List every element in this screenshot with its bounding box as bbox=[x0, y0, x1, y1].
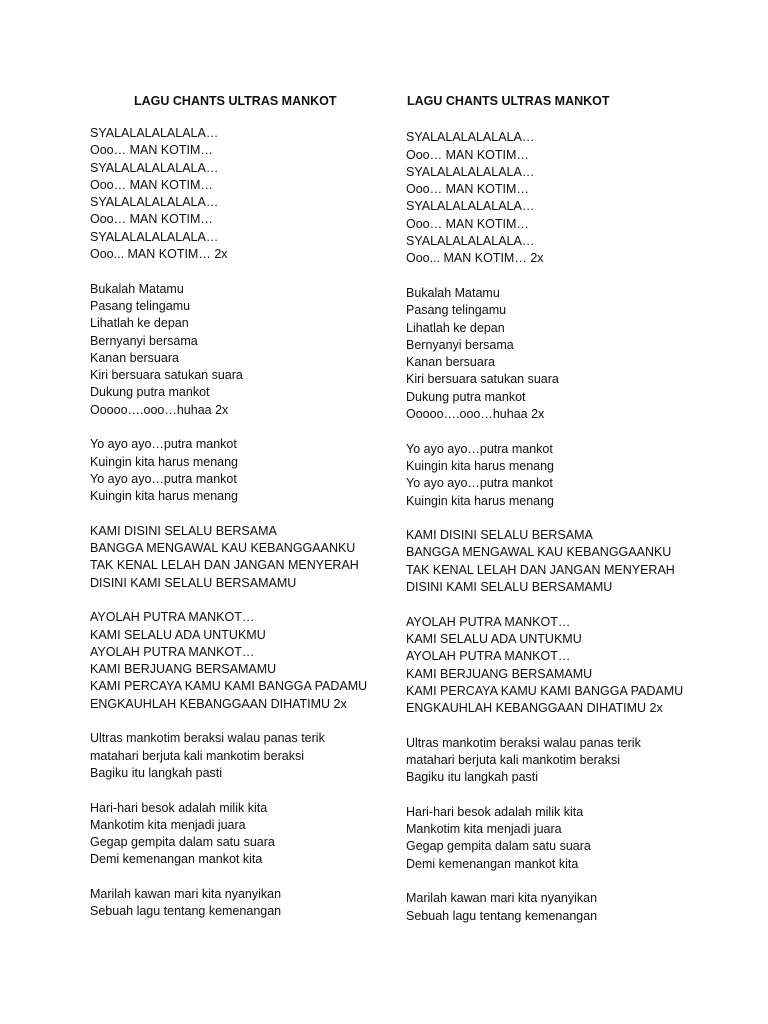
stanza bbox=[406, 441, 716, 510]
lyric-line: Ooo… MAN KOTIM… bbox=[406, 216, 529, 231]
lyric-line: KAMI DISINI SELALU BERSAMA bbox=[406, 528, 593, 543]
lyric-line: Sebuah lagu tentang kemenangan bbox=[90, 904, 282, 919]
lyric-line: TAK KENAL LELAH DAN JANGAN MENYERAH bbox=[90, 558, 359, 573]
lyric-line: Kiri bersuara satukan suara bbox=[406, 372, 559, 387]
lyric-line: matahari berjuta kali mankotim beraksi bbox=[406, 752, 620, 767]
lyric-line: Pasang telingamu bbox=[90, 298, 191, 313]
lyric-line: KAMI BERJUANG BERSAMAMU bbox=[406, 666, 593, 681]
stanza bbox=[406, 129, 716, 267]
lyric-line: Ooo… MAN KOTIM… bbox=[90, 143, 213, 158]
lyric-line: KAMI DISINI SELALU BERSAMA bbox=[90, 523, 277, 538]
lyric-line: KAMI SELALU ADA UNTUKMU bbox=[406, 631, 582, 646]
lyric-line: Bagiku itu langkah pasti bbox=[90, 765, 223, 780]
lyric-line: Kuingin kita harus menang bbox=[90, 489, 239, 504]
lyric-line: KAMI SELALU ADA UNTUKMU bbox=[90, 627, 266, 642]
lyric-line: Marilah kawan mari kita nyanyikan bbox=[90, 887, 282, 902]
lyric-line: Yo ayo ayo…putra mankot bbox=[90, 437, 237, 452]
lyric-line: Ooo... MAN KOTIM… 2x bbox=[90, 247, 228, 262]
lyric-line: AYOLAH PUTRA MANKOT… bbox=[90, 644, 255, 659]
stanza-list bbox=[406, 129, 716, 925]
lyric-line: Lihatlah ke depan bbox=[90, 316, 189, 331]
lyric-line: SYALALALALALALA… bbox=[406, 234, 535, 249]
lyric-line: Ultras mankotim beraksi walau panas terik bbox=[406, 735, 641, 750]
lyric-line: Ooo… MAN KOTIM… bbox=[406, 147, 529, 162]
stanza bbox=[90, 609, 400, 713]
stanza bbox=[90, 800, 400, 869]
stanza bbox=[406, 527, 716, 596]
lyric-line: Mankotim kita menjadi juara bbox=[406, 822, 562, 837]
lyric-line: Ooo… MAN KOTIM… bbox=[90, 177, 213, 192]
lyric-line: SYALALALALALALA… bbox=[406, 130, 535, 145]
lyric-line: Hari-hari besok adalah milik kita bbox=[90, 800, 268, 815]
lyric-line: BANGGA MENGAWAL KAU KEBANGGAANKU bbox=[406, 545, 672, 560]
lyric-line: Bukalah Matamu bbox=[90, 281, 184, 296]
lyric-line: Kuingin kita harus menang bbox=[90, 454, 239, 469]
lyric-line: Hari-hari besok adalah milik kita bbox=[406, 804, 584, 819]
lyric-line: BANGGA MENGAWAL KAU KEBANGGAANKU bbox=[90, 541, 356, 556]
stanza bbox=[90, 523, 400, 592]
lyric-line: AYOLAH PUTRA MANKOT… bbox=[406, 649, 571, 664]
lyric-line: ENGKAUHLAH KEBANGGAAN DIHATIMU 2x bbox=[406, 701, 663, 716]
lyric-line: SYALALALALALALA… bbox=[90, 195, 219, 210]
lyric-line: Dukung putra mankot bbox=[406, 389, 526, 404]
lyric-line: KAMI PERCAYA KAMU KAMI BANGGA PADAMU bbox=[90, 679, 368, 694]
lyric-line: SYALALALALALALA… bbox=[406, 164, 535, 179]
lyric-line: KAMI BERJUANG BERSAMAMU bbox=[90, 662, 277, 677]
lyric-line: Yo ayo ayo…putra mankot bbox=[406, 476, 553, 491]
stanza-list bbox=[90, 125, 400, 921]
lyric-line: Sebuah lagu tentang kemenangan bbox=[406, 908, 598, 923]
lyric-line: Ooooo….ooo…huhaa 2x bbox=[90, 402, 229, 417]
stanza bbox=[406, 614, 716, 718]
stanza bbox=[406, 285, 716, 423]
stanza bbox=[90, 436, 400, 505]
lyric-line: Yo ayo ayo…putra mankot bbox=[406, 441, 553, 456]
stanza bbox=[406, 804, 716, 873]
lyric-line: Kanan bersuara bbox=[90, 350, 179, 365]
lyric-line: matahari berjuta kali mankotim beraksi bbox=[90, 748, 304, 763]
lyric-line: ENGKAUHLAH KEBANGGAAN DIHATIMU 2x bbox=[90, 696, 347, 711]
lyric-line: SYALALALALALALA… bbox=[90, 229, 219, 244]
lyric-line: Bukalah Matamu bbox=[406, 285, 500, 300]
lyric-line: Ultras mankotim beraksi walau panas terik bbox=[90, 731, 325, 746]
stanza bbox=[406, 890, 716, 925]
column-title: LAGU CHANTS ULTRAS MANKOT bbox=[407, 94, 610, 108]
lyric-line: AYOLAH PUTRA MANKOT… bbox=[406, 614, 571, 629]
lyric-line: Demi kemenangan mankot kita bbox=[406, 856, 579, 871]
stanza bbox=[406, 735, 716, 787]
lyric-line: Bagiku itu langkah pasti bbox=[406, 770, 539, 785]
lyric-line: Dukung putra mankot bbox=[90, 385, 210, 400]
lyric-line: DISINI KAMI SELALU BERSAMAMU bbox=[90, 575, 297, 590]
lyric-line: Kiri bersuara satukan suara bbox=[90, 368, 243, 383]
lyric-line: SYALALALALALALA… bbox=[406, 199, 535, 214]
lyric-line: Demi kemenangan mankot kita bbox=[90, 852, 263, 867]
lyric-line: Kanan bersuara bbox=[406, 355, 495, 370]
lyric-line: KAMI PERCAYA KAMU KAMI BANGGA PADAMU bbox=[406, 683, 684, 698]
lyric-line: Kuingin kita harus menang bbox=[406, 493, 555, 508]
lyric-line: Yo ayo ayo…putra mankot bbox=[90, 471, 237, 486]
stanza bbox=[90, 125, 400, 263]
lyric-line: DISINI KAMI SELALU BERSAMAMU bbox=[406, 580, 613, 595]
lyric-line: Gegap gempita dalam satu suara bbox=[90, 835, 275, 850]
lyric-line: Mankotim kita menjadi juara bbox=[90, 817, 246, 832]
lyric-line: SYALALALALALALA… bbox=[90, 125, 219, 140]
lyric-line: SYALALALALALALA… bbox=[90, 160, 219, 175]
lyrics-column-left bbox=[90, 93, 400, 938]
lyric-line: Lihatlah ke depan bbox=[406, 320, 505, 335]
stanza bbox=[90, 730, 400, 782]
lyric-line: Ooo… MAN KOTIM… bbox=[406, 182, 529, 197]
lyric-line: Ooooo….ooo…huhaa 2x bbox=[406, 407, 545, 422]
lyric-line: Ooo… MAN KOTIM… bbox=[90, 212, 213, 227]
lyric-line: Ooo... MAN KOTIM… 2x bbox=[406, 251, 544, 266]
stanza bbox=[90, 281, 400, 419]
lyric-line: Marilah kawan mari kita nyanyikan bbox=[406, 891, 598, 906]
lyrics-column-right bbox=[406, 93, 716, 942]
lyric-line: Gegap gempita dalam satu suara bbox=[406, 839, 591, 854]
lyric-line: Kuingin kita harus menang bbox=[406, 458, 555, 473]
lyric-line: Bernyanyi bersama bbox=[406, 337, 514, 352]
column-title: LAGU CHANTS ULTRAS MANKOT bbox=[134, 94, 337, 108]
lyric-line: TAK KENAL LELAH DAN JANGAN MENYERAH bbox=[406, 562, 675, 577]
lyric-line: AYOLAH PUTRA MANKOT… bbox=[90, 610, 255, 625]
lyric-line: Bernyanyi bersama bbox=[90, 333, 198, 348]
lyric-line: Pasang telingamu bbox=[406, 303, 507, 318]
stanza bbox=[90, 886, 400, 921]
